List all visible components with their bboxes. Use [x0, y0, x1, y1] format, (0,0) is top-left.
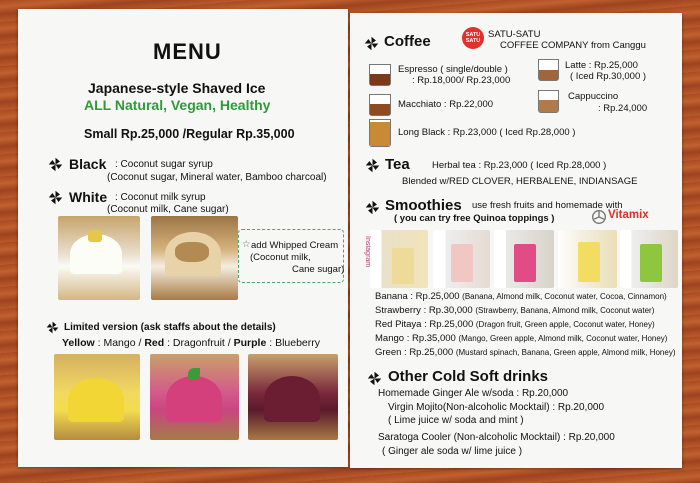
pinwheel-icon	[367, 371, 382, 386]
latte-price: Latte : Rp.25,000	[565, 60, 638, 71]
shaved-ice-subtitle: Japanese-style Shaved Ice	[88, 80, 266, 96]
smoothie-price: : Rp.30,000	[423, 305, 473, 316]
mango-shaved-ice-photo	[54, 354, 140, 440]
white-flavor-name: White	[69, 189, 108, 205]
cappuccino-label: Cappuccino	[568, 91, 619, 102]
whipped-cream-line3: Cane sugar)	[292, 264, 345, 275]
smoothie-item	[375, 305, 654, 316]
white-flavor-syrup: : Coconut milk syrup	[115, 192, 206, 203]
white-shaved-ice-photo	[58, 216, 140, 300]
yellow-label: Yellow	[62, 337, 95, 349]
menu-right-page	[350, 13, 682, 468]
vitamix-brand: Vitamix	[608, 209, 649, 221]
long-black-price: Long Black : Rp.23,000 ( Iced Rp.28,000 )	[398, 127, 576, 138]
whipped-cream-line2: (Coconut milk,	[250, 252, 311, 263]
mango-smoothie-photo	[558, 230, 617, 288]
herbal-tea-price: Herbal tea : Rp.23,000 ( Iced Rp.28,000 )	[432, 160, 607, 171]
cold-drinks-title: Other Cold Soft drinks	[388, 368, 549, 385]
smoothie-price: : Rp.25,000	[424, 319, 474, 330]
yellow-value: : Mango /	[97, 337, 142, 349]
smoothie-ingredients: (Mustard spinach, Banana, Green apple, Almond milk, Honey)	[455, 348, 676, 357]
smoothie-ingredients: (Banana, Almond milk, Coconut water, Cocoa, Cinnamon)	[462, 292, 667, 301]
pinwheel-icon	[48, 157, 63, 172]
smoothie-name: Green	[375, 347, 402, 358]
smoothie-item	[375, 319, 655, 330]
purple-label: Purple	[233, 337, 267, 349]
dragonfruit-shaved-ice-photo	[150, 354, 239, 440]
smoothie-item	[375, 347, 675, 358]
smoothie-price: : Rp.35,000	[406, 333, 456, 344]
red-label: Red	[144, 337, 165, 349]
pitaya-smoothie-photo	[494, 230, 554, 288]
black-shaved-ice-photo	[151, 216, 238, 300]
saratoga-cooler-desc: ( Ginger ale soda w/ lime juice )	[382, 446, 523, 457]
macchiato-cup-icon	[369, 94, 391, 116]
tea-title: Tea	[385, 156, 410, 173]
red-value: : Dragonfruit /	[167, 337, 231, 349]
espresso-price: : Rp.18,000/ Rp.23,000	[412, 75, 511, 86]
purple-value: : Blueberry	[269, 337, 321, 349]
smoothie-name: Mango	[375, 333, 405, 344]
smoothie-name: Banana	[375, 291, 408, 302]
smoothie-name: Strawberry	[375, 305, 421, 316]
cappuccino-cup-icon	[538, 90, 559, 113]
smoothie-ingredients: (Dragon fruit, Green apple, Coconut water, Honey)	[475, 320, 655, 329]
limited-flavors	[62, 337, 320, 349]
espresso-cup-icon	[369, 64, 391, 86]
long-black-cup-icon	[369, 119, 391, 147]
smoothie-ingredients: (Mango, Green apple, Almond milk, Coconut water, Honey)	[458, 334, 668, 343]
black-flavor-name: Black	[69, 156, 107, 172]
black-flavor-ingredients: (Coconut sugar, Mineral water, Bamboo charcoal)	[107, 172, 327, 183]
star-icon: ☆	[242, 239, 251, 250]
limited-version-note: Limited version (ask staffs about the details)	[64, 322, 276, 333]
smoothie-item	[375, 291, 667, 302]
strawberry-smoothie-photo	[433, 230, 490, 288]
vitamix-logo-icon	[592, 210, 606, 224]
ginger-ale-price: Homemade Ginger Ale w/soda : Rp.20,000	[378, 388, 569, 399]
smoothie-name: Red Pitaya	[375, 319, 422, 330]
virgin-mojito-price: Virgin Mojito(Non-alcoholic Mocktail) : Rp.20,000	[388, 402, 605, 413]
tea-blend: Blended w/RED CLOVER, HERBALENE, INDIANSAGE	[402, 176, 638, 187]
shaved-ice-price: Small Rp.25,000 /Regular Rp.35,000	[84, 127, 295, 141]
macchiato-price: Macchiato : Rp.22,000	[398, 99, 494, 110]
blueberry-shaved-ice-photo	[248, 354, 338, 440]
black-flavor-syrup: : Coconut sugar syrup	[115, 159, 213, 170]
virgin-mojito-desc: ( Lime juice w/ soda and mint )	[388, 415, 524, 426]
brand-name: SATU-SATU	[488, 29, 541, 40]
natural-tagline: ALL Natural, Vegan, Healthy	[84, 97, 271, 113]
pinwheel-icon	[46, 321, 59, 334]
smoothie-price: : Rp.25,000	[410, 291, 460, 302]
pinwheel-icon	[48, 190, 63, 205]
pinwheel-icon	[365, 200, 380, 215]
pinwheel-icon	[364, 36, 379, 51]
whipped-cream-line1: add Whipped Cream	[251, 240, 339, 251]
espresso-label: Espresso ( single/double )	[398, 64, 508, 75]
latte-cup-icon	[538, 59, 559, 81]
instagram-label: Instagram	[364, 236, 371, 268]
menu-left-page	[18, 9, 348, 467]
cappuccino-price: : Rp.24,000	[598, 103, 648, 114]
smoothies-title: Smoothies	[385, 197, 462, 214]
saratoga-cooler-price: Saratoga Cooler (Non-alcoholic Mocktail) : Rp.20,000	[378, 432, 615, 443]
satu-satu-logo: SATU SATU	[462, 27, 484, 49]
green-smoothie-photo	[620, 230, 678, 288]
smoothie-ingredients: (Strawberry, Banana, Almond milk, Coconut water)	[475, 306, 655, 315]
coffee-title: Coffee	[384, 33, 431, 50]
white-flavor-ingredients: (Coconut milk, Cane sugar)	[107, 204, 229, 215]
menu-title: MENU	[153, 39, 222, 64]
brand-tagline: COFFEE COMPANY from Canggu	[500, 40, 646, 51]
banana-smoothie-photo	[370, 230, 428, 288]
smoothies-subtitle: use fresh fruits and homemade with	[472, 200, 623, 211]
smoothie-item	[375, 333, 667, 344]
latte-iced-price: ( Iced Rp.30,000 )	[570, 71, 647, 82]
quinoa-note: ( you can try free Quinoa toppings )	[394, 213, 555, 224]
pinwheel-icon	[365, 158, 380, 173]
smoothie-price: : Rp.25,000	[404, 347, 454, 358]
